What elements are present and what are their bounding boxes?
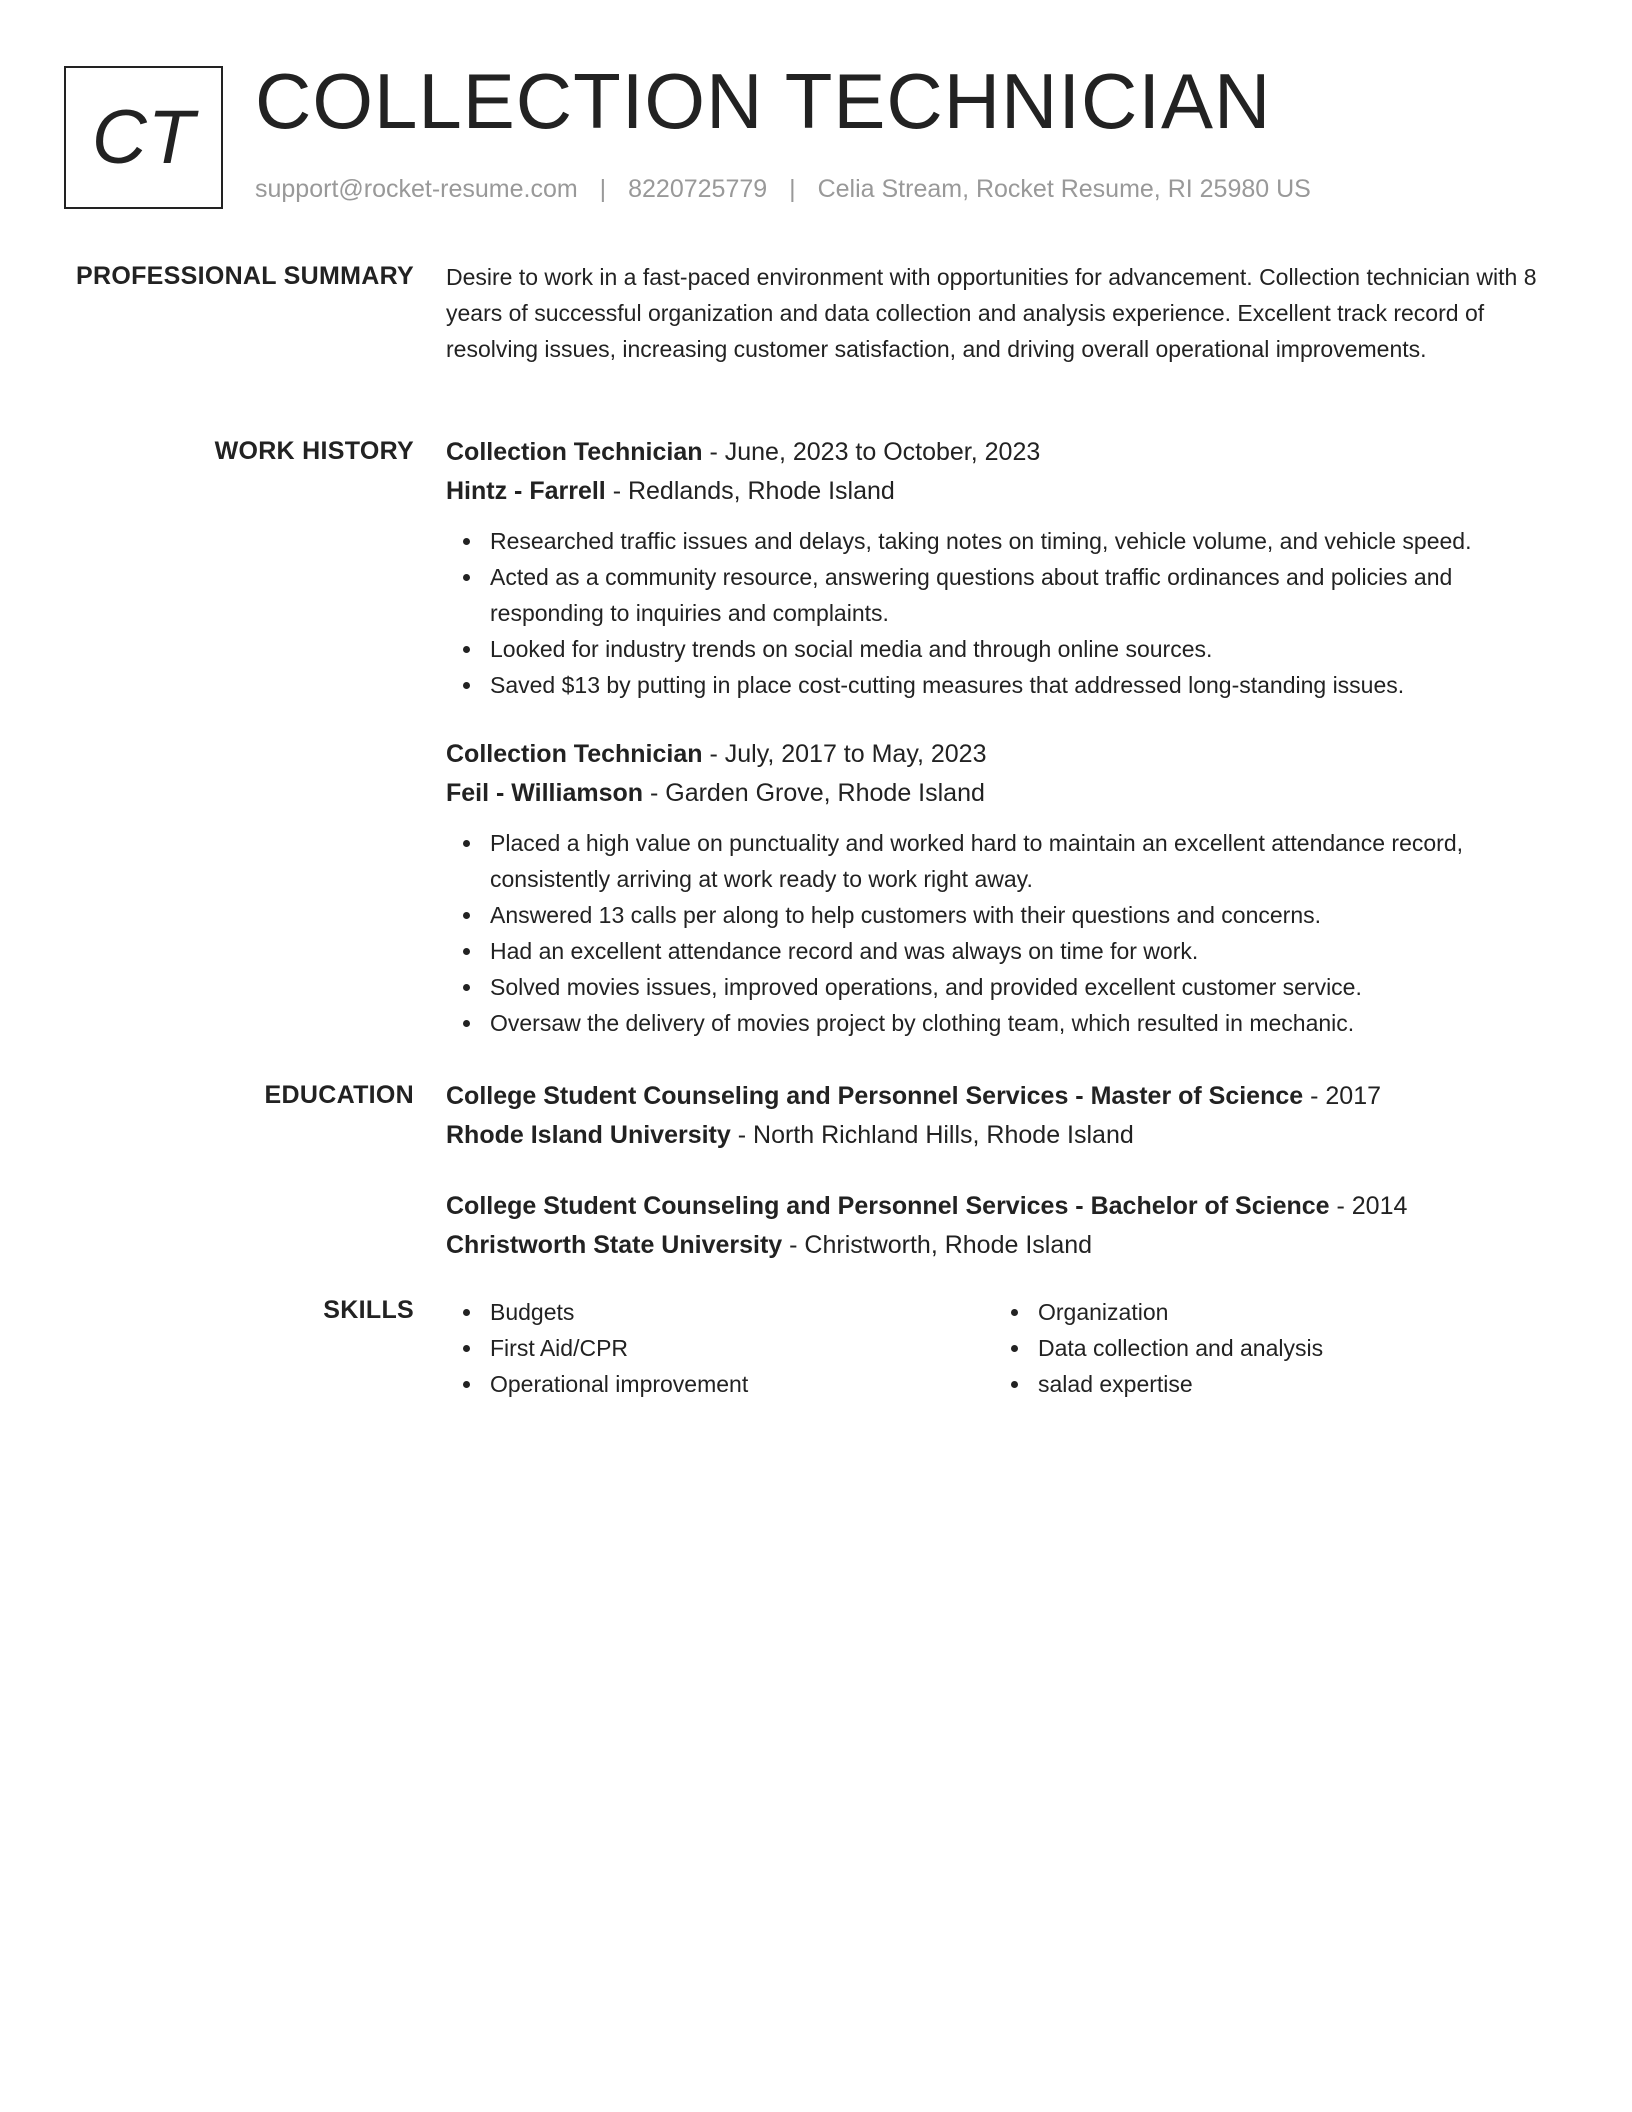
monogram-initials: CT (91, 95, 196, 180)
job-location: - Redlands, Rhode Island (605, 477, 895, 505)
job-bullet: Had an excellent attendance record and was always on time for work. (446, 933, 1566, 969)
education-body (446, 1077, 1566, 1297)
skill-item: Operational improvement (446, 1366, 994, 1402)
education-entry (446, 1077, 1566, 1155)
job-title: Collection Technician (446, 740, 703, 768)
monogram-box (64, 66, 223, 209)
job-dates: - June, 2023 to October, 2023 (702, 438, 1041, 466)
job-bullets (446, 523, 1566, 703)
skills-column-left (446, 1294, 994, 1402)
summary-body (446, 259, 1566, 367)
section-label-education: EDUCATION (264, 1081, 414, 1109)
job-title-line (446, 433, 1566, 472)
job-title: Collection Technician (446, 438, 703, 466)
school-location: - North Richland Hills, Rhode Island (730, 1121, 1134, 1149)
job-bullet: Saved $13 by putting in place cost-cutting measures that addressed long-standing issues. (446, 667, 1566, 703)
school-name: Christworth State University (446, 1231, 783, 1259)
resume-title: COLLECTION TECHNICIAN (255, 57, 1272, 145)
job-bullet: Placed a high value on punctuality and worked hard to maintain an excellent attendance record, consistently arriving at work ready to work right away. (446, 825, 1566, 897)
job-location: - Garden Grove, Rhode Island (643, 779, 985, 807)
job-dates: - July, 2017 to May, 2023 (702, 740, 987, 768)
school-line (446, 1226, 1566, 1265)
job-company-line (446, 774, 1566, 813)
education-entry (446, 1187, 1566, 1265)
degree-name: College Student Counseling and Personnel Services - Bachelor of Science (446, 1192, 1330, 1220)
job-bullet: Oversaw the delivery of movies project by clothing team, which resulted in mechanic. (446, 1005, 1566, 1041)
contact-phone: 8220725779 (628, 175, 768, 203)
contact-line (255, 175, 1311, 204)
job-entry (446, 735, 1566, 1041)
skill-item: First Aid/CPR (446, 1330, 994, 1366)
section-label-summary: PROFESSIONAL SUMMARY (76, 262, 414, 290)
section-label-work-history: WORK HISTORY (214, 437, 414, 465)
job-company: Feil - Williamson (446, 779, 644, 807)
job-bullet: Answered 13 calls per along to help customers with their questions and concerns. (446, 897, 1566, 933)
contact-separator: | (789, 175, 796, 203)
school-location: - Christworth, Rhode Island (782, 1231, 1093, 1259)
contact-address: Celia Stream, Rocket Resume, RI 25980 US (817, 175, 1311, 203)
job-bullet: Solved movies issues, improved operations, and provided excellent customer service. (446, 969, 1566, 1005)
job-company: Hintz - Farrell (446, 477, 606, 505)
skills-column-right (994, 1294, 1542, 1402)
skill-item: Data collection and analysis (994, 1330, 1542, 1366)
work-history-body (446, 433, 1566, 1073)
summary-text: Desire to work in a fast-paced environment with opportunities for advancement. Collection technician with 8 years of successful organization and data collection and analysis experience. Excellent track record of resolving issues, increasing customer satisfaction, and driving overall operational improvements. (446, 264, 1537, 362)
degree-year: - 2014 (1329, 1192, 1408, 1220)
skill-item: Budgets (446, 1294, 994, 1330)
job-bullet: Looked for industry trends on social media and through online sources. (446, 631, 1566, 667)
degree-year: - 2017 (1303, 1082, 1382, 1110)
section-label-skills: SKILLS (323, 1296, 414, 1324)
job-title-line (446, 735, 1566, 774)
skill-item: Organization (994, 1294, 1542, 1330)
job-company-line (446, 472, 1566, 511)
skills-body (446, 1294, 1566, 1402)
degree-name: College Student Counseling and Personnel Services - Master of Science (446, 1082, 1304, 1110)
school-line (446, 1116, 1566, 1155)
job-entry (446, 433, 1566, 703)
degree-line (446, 1077, 1566, 1116)
contact-email: support@rocket-resume.com (255, 175, 578, 203)
job-bullet: Acted as a community resource, answering questions about traffic ordinances and policies and responding to inquiries and complaints. (446, 559, 1566, 631)
skill-item: salad expertise (994, 1366, 1542, 1402)
job-bullets (446, 825, 1566, 1041)
degree-line (446, 1187, 1566, 1226)
job-bullet: Researched traffic issues and delays, taking notes on timing, vehicle volume, and vehicle speed. (446, 523, 1566, 559)
contact-separator: | (599, 175, 607, 203)
school-name: Rhode Island University (446, 1121, 731, 1149)
